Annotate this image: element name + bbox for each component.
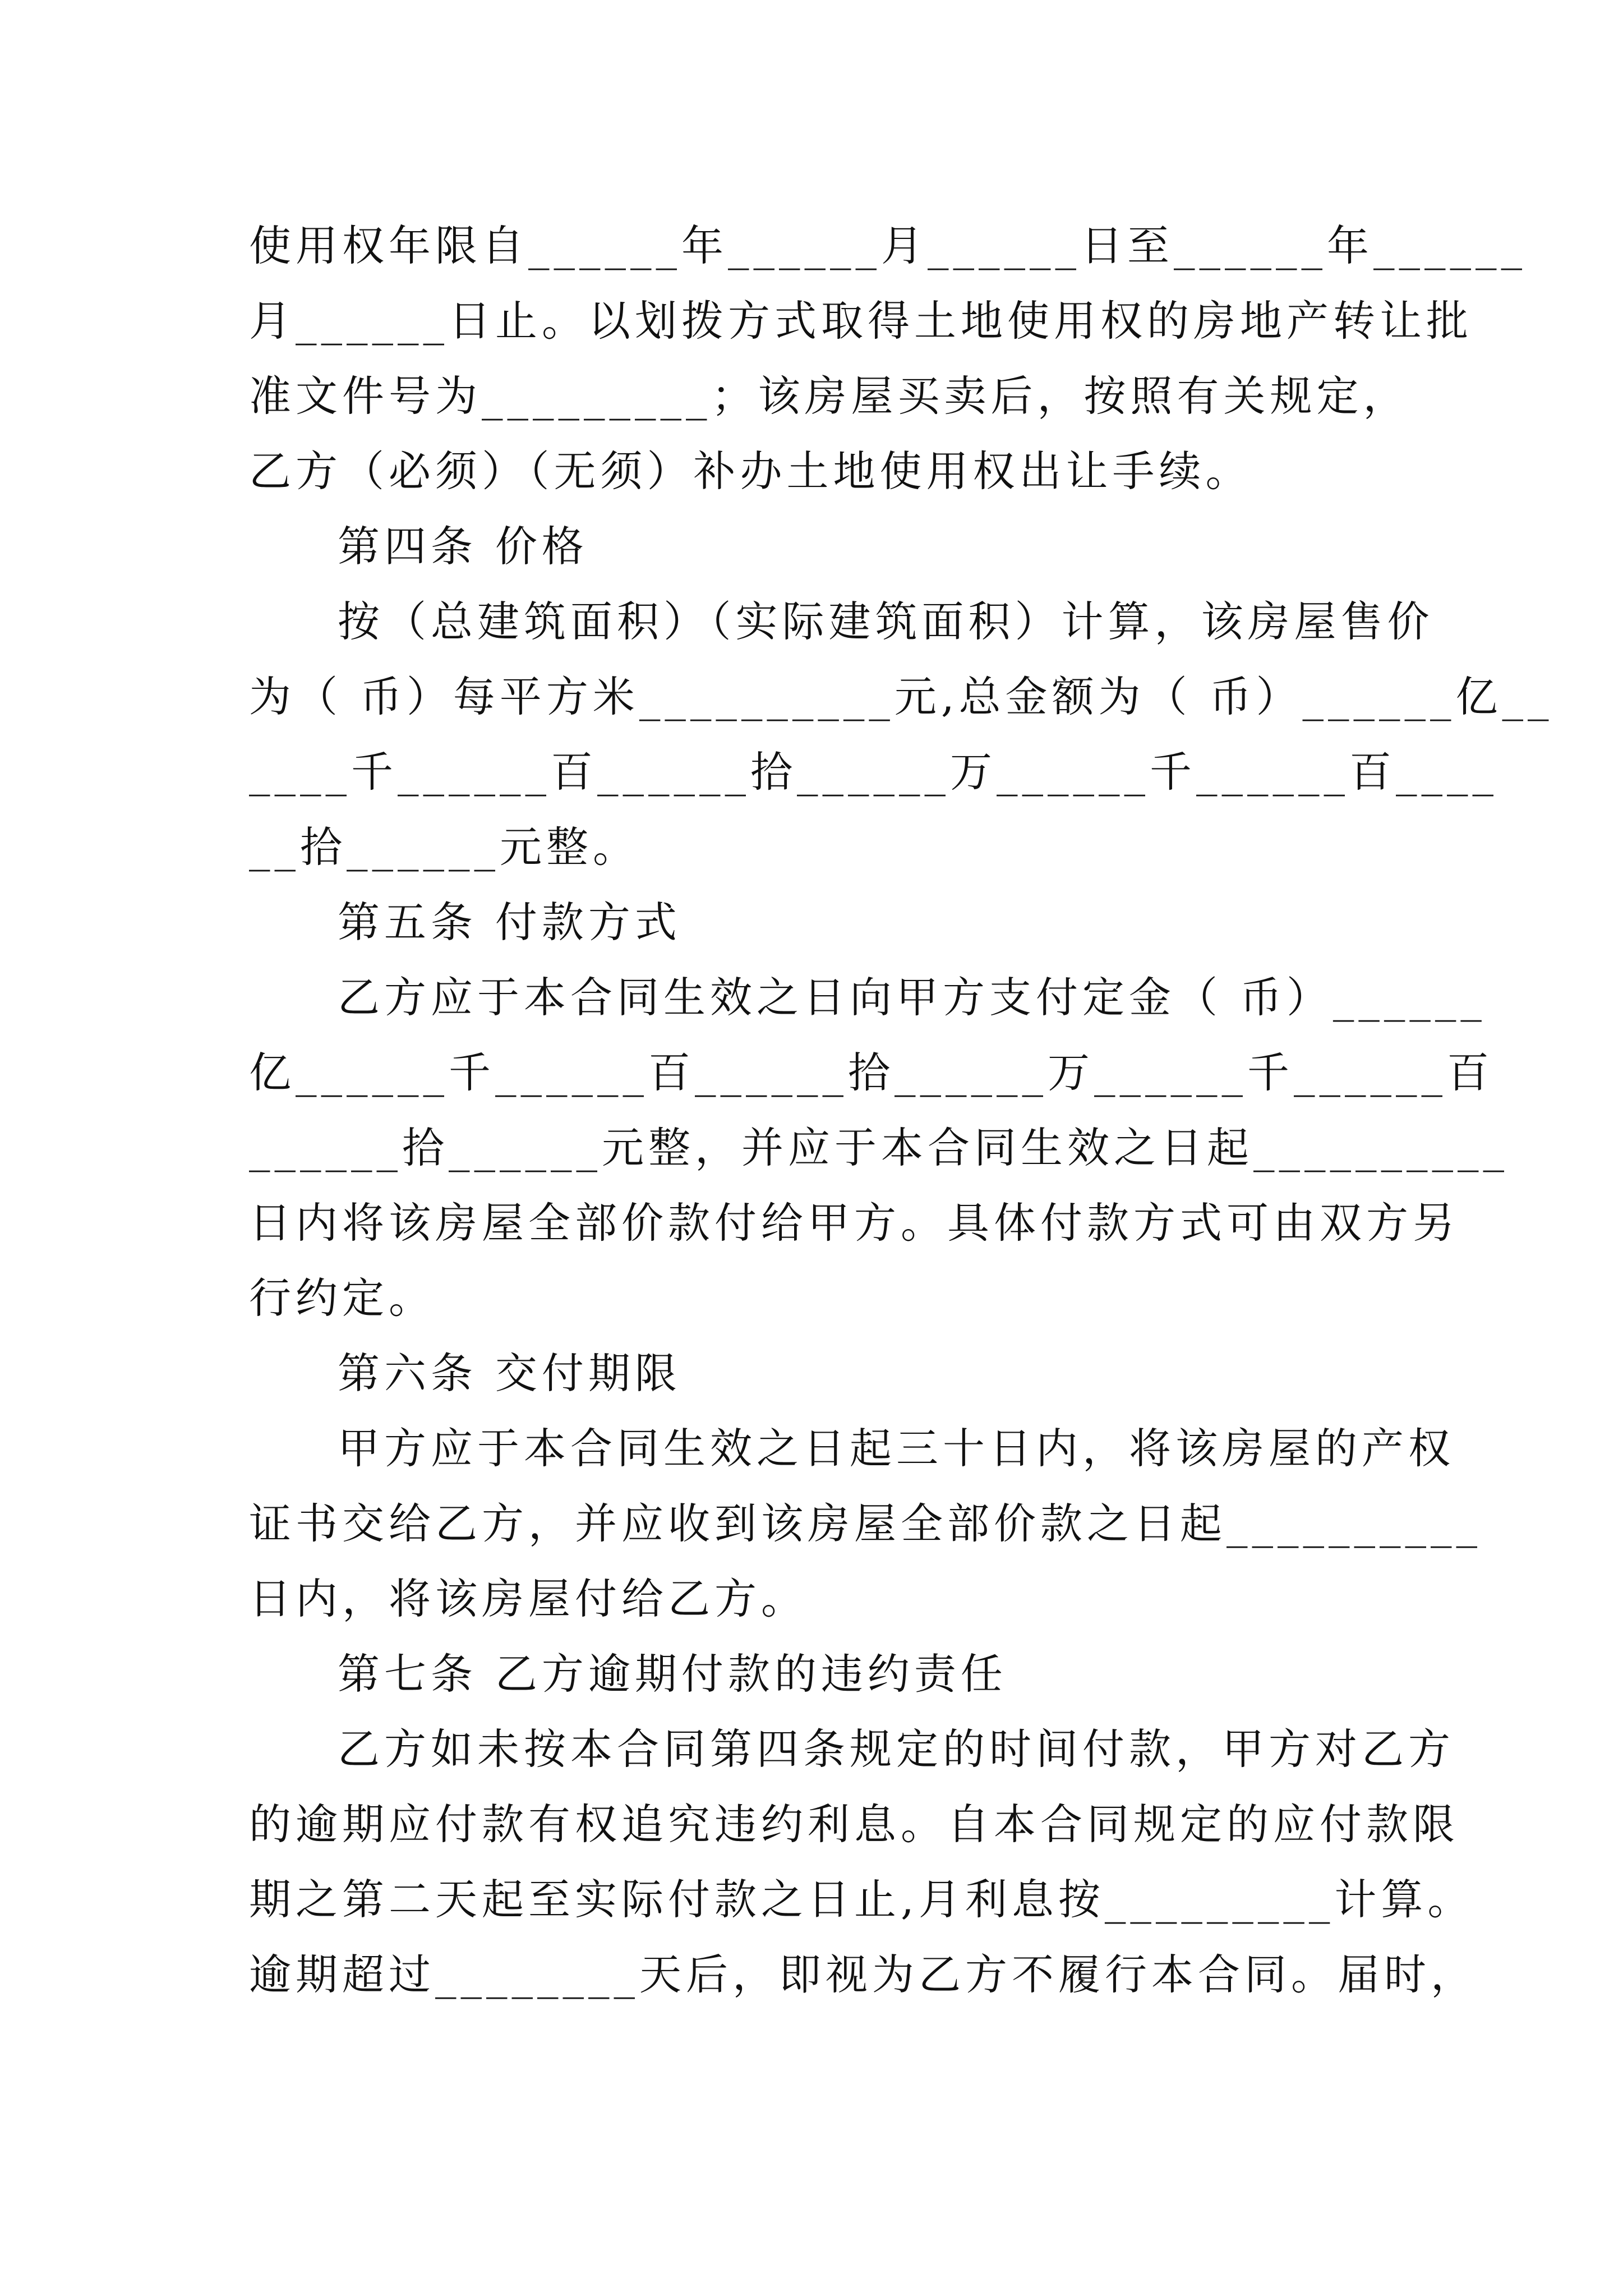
paragraph-line: 逾期超过________天后，即视为乙方不履行本合同。届时， <box>249 1950 1478 1999</box>
paragraph-line: 乙方应于本合同生效之日向甲方支付定金（ 币）______ <box>338 973 1486 1022</box>
paragraph-line: 亿______千______百______拾______万______千______百 <box>249 1048 1494 1097</box>
paragraph-line: 使用权年限自______年______月______日至______年______ <box>249 221 1527 270</box>
paragraph-line: 月______日止。以划拨方式取得土地使用权的房地产转让批 <box>249 296 1473 346</box>
paragraph-line: 甲方应于本合同生效之日起三十日内，将该房屋的产权 <box>338 1424 1455 1473</box>
paragraph-line: 期之第二天起至实际付款之日止,月利息按_________计算。 <box>249 1875 1474 1924</box>
section-heading: 第四条 价格 <box>338 522 588 571</box>
paragraph-line: 的逾期应付款有权追究违约利息。自本合同规定的应付款限 <box>249 1800 1460 1849</box>
paragraph-line: 行约定。 <box>249 1273 436 1323</box>
paragraph-line: 乙方如未按本合同第四条规定的时间付款，甲方对乙方 <box>338 1724 1455 1774</box>
paragraph-line: ____千______百______拾______万______千______百____ <box>249 747 1498 797</box>
paragraph-line: 日内将该房屋全部价款付给甲方。具体付款方式可由双方另 <box>249 1198 1460 1248</box>
paragraph-line: 为（ 币）每平方米__________元,总金额为（ 币）______亿__ <box>249 672 1553 721</box>
paragraph-line: 日内，将该房屋付给乙方。 <box>249 1574 808 1623</box>
section-heading: 第五条 付款方式 <box>338 898 681 947</box>
paragraph-line: 按（总建筑面积）（实际建筑面积）计算，该房屋售价 <box>338 597 1434 646</box>
section-heading: 第七条 乙方逾期付款的违约责任 <box>338 1649 1007 1699</box>
paragraph-line: 证书交给乙方，并应收到该房屋全部价款之日起__________ <box>249 1499 1482 1548</box>
section-heading: 第六条 交付期限 <box>338 1349 681 1398</box>
contract-text <box>249 208 1553 2012</box>
paragraph-line: __拾______元整。 <box>249 822 640 872</box>
paragraph-line: 准文件号为_________；该房屋买卖后，按照有关规定， <box>249 371 1410 421</box>
paragraph-line: ______拾______元整，并应于本合同生效之日起__________ <box>249 1123 1509 1172</box>
paragraph-line: 乙方（必须）（无须）补办土地使用权出让手续。 <box>249 447 1252 496</box>
